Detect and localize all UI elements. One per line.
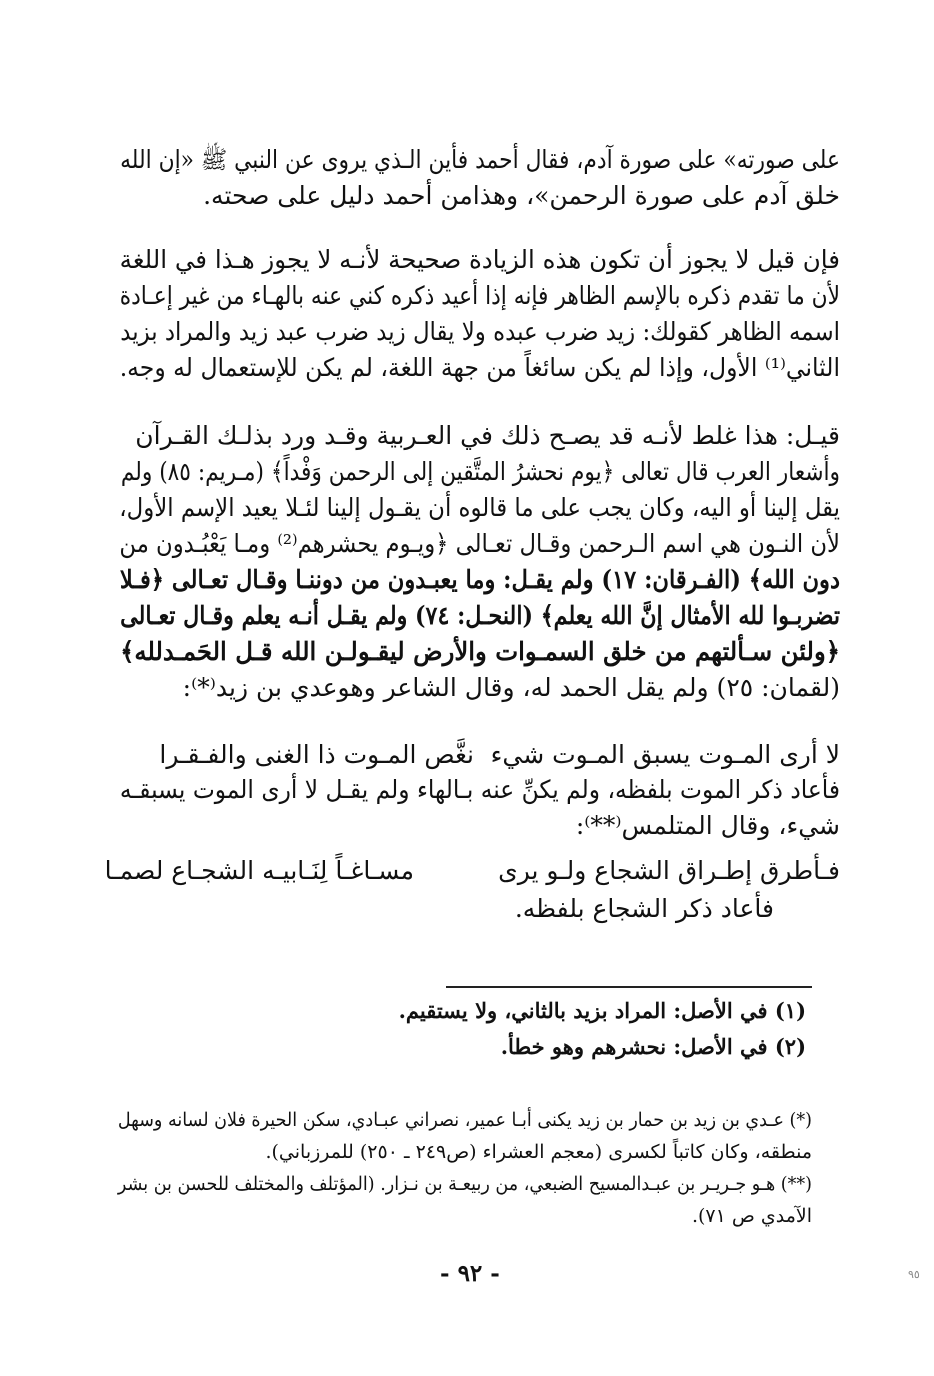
text-line: فأعاد ذكر الموت بلفظه، ولم يكنِّ عنه بـالهاء ولم يقـل لا أرى الموت يسبقـه bbox=[119, 775, 840, 804]
text-line: قيـل: هذا غلط لأنـه قد يصـح ذلك في العـربية وقـد ورد بذلـك القـرآن bbox=[135, 421, 840, 450]
paragraph-objection bbox=[120, 242, 840, 386]
text-line: لأن ما تقدم ذكره بالإسم الظاهر فإنه إذا أعيد ذكره كني عنه بالهـاء من غير إعـادة bbox=[119, 281, 841, 310]
footnote: (١) في الأصل: المراد بزيد بالثاني، ولا يستقيم. bbox=[398, 998, 806, 1023]
text-line: خلق آدم على صورة الرحمن»، وهذامن أحمد دليل على صحته. bbox=[203, 181, 840, 210]
text-line: تضربـوا لله الأمثال إنَّ الله يعلم﴾ (النحـل: ٧٤) ولم يقـل أنـه يعلم وقـال تعـالى bbox=[120, 601, 840, 630]
margin-mark: ٩٥ bbox=[908, 1268, 920, 1281]
text-line: (لقمان: ٢٥) ولم يقل الحمد له، وقال الشاعر وهوعدي بن زيد⁽*⁾: bbox=[182, 673, 840, 702]
paragraph-reply bbox=[120, 418, 840, 706]
text-line: الثاني⁽¹⁾ الأول، وإذا لم يكن سائغاً من جهة اللغة، لم يكن للإستعمال له وجه. bbox=[119, 353, 840, 382]
text-line: لأن النـون هي اسم الـرحمن وقـال تعـالى ﴿ويـوم يحشرهم⁽²⁾ ومـا يَعْبُـدون من bbox=[119, 529, 840, 558]
note-line: الآمدي ص ٧١). bbox=[691, 1205, 812, 1227]
note-line: (*) عـدي بن زيد بن حمار بن زيد يكنى أبـا عمير، نصراني عبـادي، سكن الحيرة فلان لسانه وسهل bbox=[117, 1109, 812, 1131]
biography-note bbox=[118, 1168, 812, 1232]
note-line: (**) هـو جـريـر بن عبـدالمسيح الضبعي، من ربيعـة بن نـزار. (المؤتلف والمختلف للحسن بن بشر bbox=[117, 1173, 812, 1195]
biography-note bbox=[118, 1104, 812, 1168]
paragraph-after-verse bbox=[120, 772, 840, 844]
text-line: فإن قيل لا يجوز أن تكون هذه الزيادة صحيحة لأنـه لا يجوز هـذا في اللغة bbox=[119, 245, 840, 274]
note-line: منطقه، وكان كاتباً لكسرى (معجم العشراء (ص٢٤٩ ـ ٢٥٠) للمرزباني). bbox=[265, 1141, 812, 1163]
footnote-divider bbox=[446, 986, 812, 988]
paragraph-hadith bbox=[120, 142, 840, 214]
verse-first-hemistich: فـأطرق إطـراق الشجاع ولـو يرى bbox=[498, 856, 840, 885]
text-line: شيء، وقال المتلمس⁽**⁾: bbox=[575, 811, 840, 840]
text-line: دون الله﴾ (الفـرقان: ١٧) ولم يقـل: وما يعبـدون من دوننـا وقـال تعـالى ﴿فـلا bbox=[119, 565, 840, 594]
verse-second-hemistich: مسـاغـاً لِنَـابيـه الشجـاع لصمـا bbox=[104, 856, 414, 885]
text-line: وأشعار العرب قال تعالى ﴿يوم نحشرُ المتَّقين إلى الرحمن وَفْداً﴾ (مـريم: ٨٥) ولم bbox=[120, 457, 840, 486]
text-line: على صورته» على صورة آدم، فقال أحمد فأين الـذي يروى عن النبي ﷺ «إن الله bbox=[120, 145, 840, 174]
page-number: - ٩٢ - bbox=[440, 1260, 500, 1287]
text-line: ﴿ولئن سـألتهم من خلق السمـوات والأرض ليقـولـن الله قـل الحَمـدلله﴾ bbox=[120, 637, 840, 666]
verse-first-hemistich: لا أرى المـوت يسبق المـوت شيء bbox=[490, 740, 840, 769]
text-line: يقل إلينا أو اليه، وكان يجب على ما قالوه أن يقـول إلينا لئـلا يعيد الإسم الأول، bbox=[119, 493, 841, 522]
verse-second-hemistich: نغَّص المـوت ذا الغنى والفـقـرا bbox=[159, 740, 474, 769]
footnote: (٢) في الأصل: نحشرهم وهو خطأ. bbox=[500, 1034, 806, 1059]
text-line: اسمه الظاهر كقولك: زيد ضرب عبده ولا يقال زيد ضرب عبد زيد والمراد بزيد bbox=[120, 317, 841, 346]
verse-comment: فأعاد ذكر الشجاع بلفظه. bbox=[514, 894, 774, 923]
